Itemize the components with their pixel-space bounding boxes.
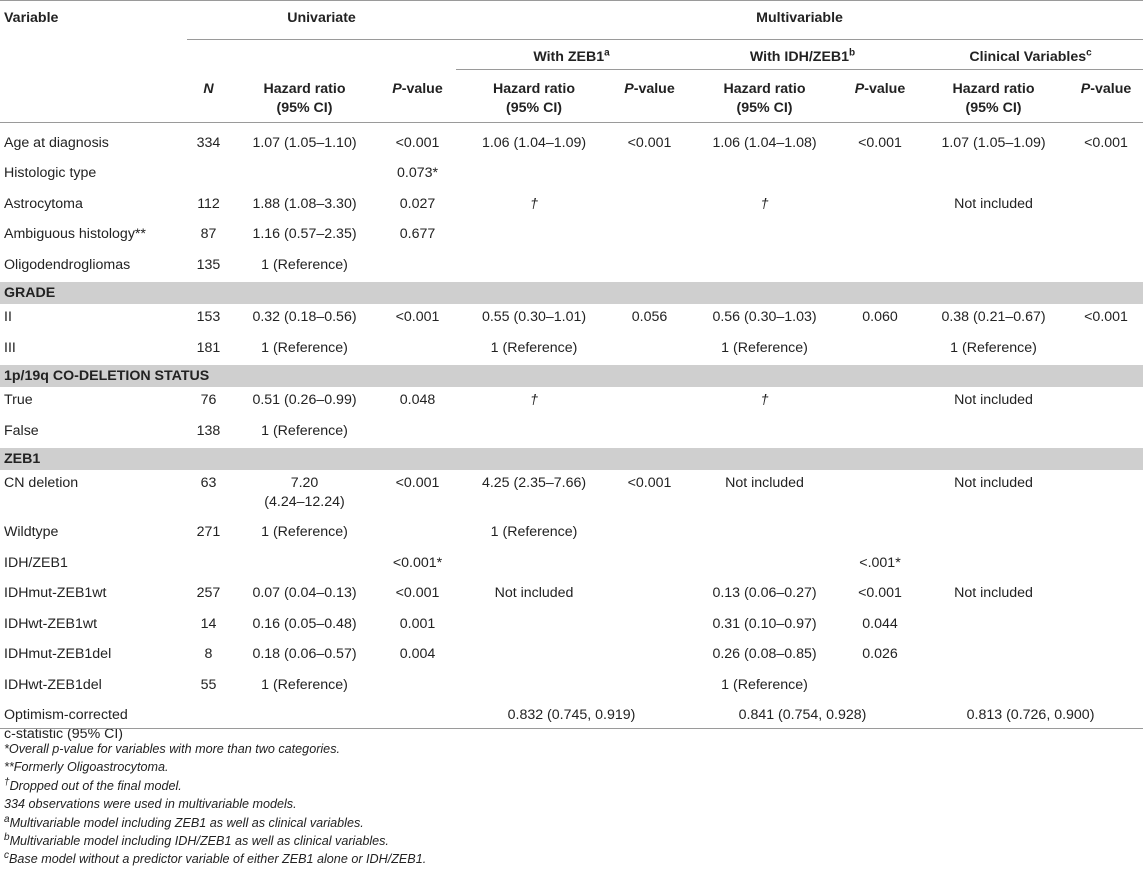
univariate-p-cell: <0.001: [395, 309, 440, 325]
zeb1-p-cell: [612, 221, 687, 252]
variable-cell: III: [4, 339, 16, 356]
n-cell: 334: [196, 134, 221, 151]
zeb1-p-cell: <0.001: [627, 475, 672, 491]
clinical-p-header: [1069, 70, 1143, 123]
n-cell: 181: [196, 339, 221, 356]
n-cell: 271: [196, 524, 221, 540]
idh-zeb1-hr-cell: [687, 519, 842, 550]
idh-zeb1-hr-cell: [687, 550, 842, 581]
idh-zeb1-p-cell: 0.044: [862, 615, 898, 632]
idh-zeb1-hr-cell: [687, 221, 842, 252]
univariate-hr-cell: 0.32 (0.18–0.56): [252, 309, 357, 325]
idh-zeb1-hr-cell: 0.13 (0.06–0.27): [712, 585, 817, 601]
n-cell: 135: [196, 256, 221, 273]
zeb1-hr-header: [456, 70, 612, 123]
zeb1-hr-cell: Not included: [494, 585, 574, 601]
section-header-row: [0, 282, 1143, 304]
univariate-p-cell: 0.001: [399, 615, 436, 632]
clinical-hr-cell: [918, 252, 1069, 283]
univariate-hr-line1: 7.20: [290, 475, 319, 491]
with-zeb1-header-footnote-mark: a: [604, 46, 610, 58]
clinical-hr-cell: Not included: [954, 195, 1033, 212]
table-row: [0, 221, 1143, 252]
table-row: [0, 160, 1143, 191]
idh-zeb1-p-header: [842, 70, 918, 123]
table-row: [0, 641, 1143, 672]
footnote-symbol: c: [4, 850, 9, 862]
zeb1-p-header-p: P: [624, 81, 634, 97]
zeb1-p-cell: [612, 519, 687, 550]
variable-cell: IDHwt-ZEB1del: [4, 676, 102, 693]
clinical-hr-cell: 1.07 (1.05–1.09): [941, 134, 1046, 151]
table-row: [0, 418, 1143, 449]
n-cell: 138: [196, 422, 221, 439]
footnote: [4, 795, 426, 813]
variable-cell: True: [4, 392, 33, 408]
idh-zeb1-hr-cell: [687, 418, 842, 449]
univariate-hr-header: [230, 70, 379, 123]
footnote-text: Multivariable model including ZEB1 as well as clinical variables.: [9, 815, 364, 830]
idh-zeb1-p-cell: 0.026: [862, 646, 898, 662]
with-idh-zeb1-header-label: With IDH/ZEB1: [749, 48, 850, 65]
univariate-hr-cell: 0.07 (0.04–0.13): [252, 585, 357, 601]
clinical-hr-cell: [918, 611, 1069, 642]
zeb1-hr-cell: [456, 672, 612, 703]
variable-cell: II: [4, 309, 12, 325]
zeb1-hr-cell: [456, 550, 612, 581]
clinical-p-header-p: P: [1080, 81, 1091, 97]
univariate-hr-cell: 1.88 (1.08–3.30): [252, 195, 357, 212]
clinical-hr-cell: [918, 418, 1069, 449]
n-cell: 76: [200, 392, 217, 408]
table-row: [0, 191, 1143, 222]
clinical-p-cell: [1069, 580, 1143, 611]
univariate-p-header-p: P: [392, 80, 402, 97]
footnote: [4, 740, 426, 758]
footnote-text: Multivariable model including IDH/ZEB1 as well as clinical variables.: [9, 834, 389, 849]
clinical-hr-cell: 0.38 (0.21–0.67): [941, 309, 1046, 325]
section-header-row: [0, 365, 1143, 387]
idh-zeb1-p-cell: [842, 418, 918, 449]
zeb1-hr-cell: [456, 221, 612, 252]
univariate-p-cell: <0.001: [395, 475, 440, 491]
idh-zeb1-p-cell: [842, 221, 918, 252]
with-zeb1-header-label: With ZEB1: [533, 48, 605, 65]
zeb1-p-cell: [612, 160, 687, 191]
zeb1-p-header: [612, 70, 687, 123]
table-row: [0, 470, 1143, 519]
clinical-hr-cell: [918, 160, 1069, 191]
n-cell: 257: [196, 585, 221, 601]
univariate-hr-cell: [230, 160, 379, 191]
clinical-p-cell: [1069, 418, 1143, 449]
zeb1-hr-cell: [456, 252, 612, 283]
variable-cell: CN deletion: [4, 475, 79, 491]
zeb1-hr-cell: [456, 611, 612, 642]
table-row: [0, 387, 1143, 418]
footnote-text: Base model without a predictor variable of either ZEB1 alone or IDH/ZEB1.: [9, 852, 427, 867]
idh-zeb1-p-cell: [842, 387, 918, 418]
table-row: [0, 550, 1143, 581]
zeb1-p-header-rest: -value: [633, 81, 675, 97]
clinical-p-cell: [1069, 191, 1143, 222]
footnotes: [4, 740, 426, 869]
idh-zeb1-hr-header-line2: (95% CI): [736, 100, 793, 116]
idh-zeb1-hr-cell: 1 (Reference): [721, 339, 808, 356]
variable-cell: IDHmut-ZEB1del: [4, 646, 112, 662]
univariate-hr-cell: 1 (Reference): [261, 676, 348, 693]
table-row: [0, 252, 1143, 283]
idh-zeb1-hr-cell: †: [760, 392, 769, 408]
zeb1-hr-cell: [456, 641, 612, 672]
with-idh-zeb1-header-footnote-mark: b: [849, 46, 856, 58]
zeb1-hr-header-line2: (95% CI): [506, 100, 562, 116]
idh-zeb1-hr-cell: 0.56 (0.30–1.03): [712, 309, 817, 325]
clinical-p-cell: [1069, 252, 1143, 283]
c-statistic-label-line1: Optimism-corrected: [4, 707, 128, 723]
zeb1-hr-cell: [456, 418, 612, 449]
header-row-variable: [0, 1, 1143, 40]
idh-zeb1-p-cell: [842, 470, 918, 519]
n-cell: 153: [196, 309, 221, 325]
clinical-hr-cell: [918, 519, 1069, 550]
footnote-symbol: †: [4, 776, 10, 788]
univariate-hr-cell: 0.18 (0.06–0.57): [252, 646, 357, 662]
n-cell: 63: [200, 475, 217, 491]
footnote-text: *Overall p-value for variables with more than two categories.: [4, 742, 340, 756]
footnote: [4, 777, 426, 795]
univariate-p-cell: 0.027: [399, 195, 436, 212]
clinical-hr-cell: [918, 672, 1069, 703]
idh-zeb1-hr-cell: 1 (Reference): [721, 676, 808, 693]
table-row: [0, 130, 1143, 161]
idh-zeb1-p-cell: <.001*: [859, 554, 901, 571]
clinical-variables-header: [918, 40, 1143, 70]
n-cell: 8: [204, 646, 213, 662]
univariate-hr-cell: 0.51 (0.26–0.99): [252, 392, 357, 408]
with-zeb1-header: [456, 40, 687, 70]
zeb1-p-cell: [612, 611, 687, 642]
zeb1-hr-cell: 1 (Reference): [490, 524, 578, 540]
variable-cell: False: [4, 422, 39, 439]
univariate-hr-cell: 1 (Reference): [261, 256, 348, 273]
clinical-hr-header: [918, 70, 1069, 123]
idh-zeb1-p-header-p: P: [854, 81, 865, 97]
univariate-hr-cell: 1 (Reference): [261, 524, 348, 540]
clinical-p-cell: [1069, 335, 1143, 366]
variable-header: Variable: [0, 1, 187, 40]
univariate-hr-cell: [230, 550, 379, 581]
with-idh-zeb1-header: [687, 40, 918, 70]
idh-zeb1-hr-header: [687, 70, 842, 123]
zeb1-p-cell: [612, 387, 687, 418]
footnote: [4, 814, 426, 832]
section-header-row: [0, 448, 1143, 470]
variable-cell: Astrocytoma: [4, 195, 83, 212]
clinical-p-header-rest: -value: [1090, 81, 1132, 97]
variable-cell: Wildtype: [4, 524, 59, 540]
zeb1-hr-cell: 1.06 (1.04–1.09): [481, 134, 587, 151]
footnote-text: **Formerly Oligoastrocytoma.: [4, 760, 169, 775]
idh-zeb1-hr-cell: [687, 160, 842, 191]
zeb1-p-cell: <0.001: [627, 134, 672, 151]
idh-zeb1-p-cell: [842, 191, 918, 222]
table-row: [0, 304, 1143, 335]
table-row: [0, 580, 1143, 611]
n-cell: 112: [197, 195, 220, 212]
zeb1-p-cell: [612, 418, 687, 449]
idh-zeb1-p-cell: [842, 160, 918, 191]
zeb1-p-cell: [612, 191, 687, 222]
clinical-p-cell: <0.001: [1084, 309, 1128, 325]
univariate-p-cell: 0.677: [399, 226, 436, 242]
footnote-symbol: a: [4, 813, 10, 825]
clinical-p-cell: [1069, 519, 1143, 550]
clinical-hr-cell: Not included: [954, 392, 1033, 408]
footnote-text: 334 observations were used in multivariable models.: [4, 797, 297, 812]
univariate-p-cell: 0.073*: [396, 165, 439, 181]
zeb1-hr-cell: 0.55 (0.30–1.01): [481, 309, 587, 325]
clinical-p-cell: [1069, 387, 1143, 418]
n-cell: 87: [200, 226, 217, 242]
section-label: GRADE: [0, 282, 1143, 304]
clinical-hr-cell: Not included: [954, 585, 1033, 601]
idh-zeb1-p-cell: [842, 335, 918, 366]
univariate-p-header: [379, 70, 456, 123]
zeb1-p-cell: [612, 335, 687, 366]
univariate-p-cell: [379, 418, 456, 449]
variable-cell: Oligodendrogliomas: [4, 256, 131, 273]
zeb1-p-cell: [612, 550, 687, 581]
section-label: 1p/19q CO-DELETION STATUS: [0, 365, 1143, 387]
table-row: [0, 335, 1143, 366]
table-row: [0, 672, 1143, 703]
variable-cell: Ambiguous histology**: [4, 226, 146, 242]
header-row-columns: [0, 70, 1143, 123]
idh-zeb1-p-cell: 0.060: [862, 309, 898, 325]
clinical-p-cell: [1069, 641, 1143, 672]
idh-zeb1-p-header-rest: -value: [864, 81, 906, 97]
footnote-text: Dropped out of the final model.: [9, 778, 182, 793]
univariate-p-cell: 0.004: [399, 646, 436, 662]
clinical-hr-header-line2: (95% CI): [965, 100, 1022, 116]
n-cell: 55: [200, 676, 217, 693]
n-cell: [187, 550, 230, 581]
univariate-hr-cell: 1.16 (0.57–2.35): [252, 226, 357, 242]
zeb1-hr-cell: †: [530, 195, 538, 212]
univariate-hr-cell: 1 (Reference): [261, 339, 348, 356]
clinical-p-cell: <0.001: [1084, 134, 1128, 151]
univariate-hr-header-line1: Hazard ratio: [263, 80, 346, 97]
idh-zeb1-p-cell: [842, 252, 918, 283]
univariate-hr-header-line2: (95% CI): [276, 99, 333, 116]
table-bottom-rule: [0, 728, 1143, 729]
idh-zeb1-p-cell: [842, 672, 918, 703]
header-row-models: [0, 40, 1143, 70]
univariate-header: Univariate: [187, 1, 456, 40]
clinical-p-cell: [1069, 221, 1143, 252]
zeb1-p-cell: [612, 580, 687, 611]
variable-cell: IDH/ZEB1: [4, 554, 68, 571]
variable-cell: Age at diagnosis: [4, 134, 109, 151]
univariate-p-cell: 0.048: [399, 392, 436, 408]
univariate-hr-cell: 0.16 (0.05–0.48): [252, 615, 357, 632]
zeb1-hr-cell: †: [530, 392, 538, 408]
clinical-p-cell: [1069, 470, 1143, 519]
idh-zeb1-p-cell: [842, 519, 918, 550]
n-header: N: [187, 70, 230, 123]
zeb1-p-cell: [612, 252, 687, 283]
clinical-p-cell: [1069, 672, 1143, 703]
c-statistic-zeb1: 0.832 (0.745, 0.919): [507, 707, 636, 723]
univariate-p-cell: <0.001*: [392, 554, 443, 571]
footnote-symbol: b: [4, 831, 10, 843]
idh-zeb1-hr-cell: [687, 252, 842, 283]
idh-zeb1-hr-cell: †: [760, 195, 769, 212]
univariate-p-header-rest: -value: [401, 80, 443, 97]
zeb1-p-cell: [612, 672, 687, 703]
zeb1-hr-cell: 4.25 (2.35–7.66): [481, 475, 587, 491]
clinical-variables-header-label: Clinical Variables: [969, 48, 1087, 65]
table-row: [0, 519, 1143, 550]
c-statistic-clinical: 0.813 (0.726, 0.900): [966, 707, 1095, 723]
idh-zeb1-p-cell: <0.001: [858, 134, 902, 151]
univariate-hr-cell: 1 (Reference): [261, 422, 348, 439]
zeb1-p-cell: 0.056: [631, 309, 668, 325]
idh-zeb1-hr-cell: Not included: [725, 475, 804, 491]
idh-zeb1-p-cell: <0.001: [858, 585, 902, 601]
univariate-hr-cell: [230, 470, 379, 519]
idh-zeb1-hr-cell: 1.06 (1.04–1.08): [712, 134, 817, 151]
variable-cell: Histologic type: [4, 165, 97, 181]
idh-zeb1-hr-cell: 0.26 (0.08–0.85): [712, 646, 817, 662]
n-cell: 14: [200, 615, 217, 632]
clinical-hr-header-line1: Hazard ratio: [952, 81, 1035, 97]
univariate-p-cell: [379, 672, 456, 703]
footnote: [4, 758, 426, 776]
zeb1-p-cell: [612, 641, 687, 672]
univariate-p-cell: [379, 252, 456, 283]
clinical-hr-cell: [918, 221, 1069, 252]
clinical-hr-cell: [918, 641, 1069, 672]
univariate-p-cell: [379, 335, 456, 366]
footnote: [4, 850, 426, 868]
clinical-hr-cell: [918, 550, 1069, 581]
table-row: [0, 611, 1143, 642]
idh-zeb1-hr-header-line1: Hazard ratio: [723, 81, 806, 97]
univariate-hr-cell: 1.07 (1.05–1.10): [252, 134, 357, 151]
variable-cell: IDHmut-ZEB1wt: [4, 585, 107, 601]
zeb1-hr-cell: [456, 160, 612, 191]
clinical-variables-header-footnote-mark: c: [1086, 46, 1092, 58]
zeb1-hr-cell: 1 (Reference): [490, 339, 578, 356]
clinical-hr-cell: Not included: [954, 475, 1033, 491]
footnote: [4, 832, 426, 850]
c-statistic-idh-zeb1: 0.841 (0.754, 0.928): [738, 707, 867, 723]
section-label: ZEB1: [0, 448, 1143, 470]
clinical-p-cell: [1069, 611, 1143, 642]
c-statistic-label-line2: c-statistic (95% CI): [4, 726, 124, 742]
clinical-p-cell: [1069, 550, 1143, 581]
univariate-p-cell: [379, 519, 456, 550]
univariate-hr-line2: (4.24–12.24): [264, 494, 345, 510]
variable-cell: IDHwt-ZEB1wt: [4, 615, 98, 632]
clinical-p-cell: [1069, 160, 1143, 191]
univariate-p-cell: <0.001: [395, 585, 440, 601]
clinical-hr-cell: 1 (Reference): [950, 339, 1037, 356]
univariate-p-cell: <0.001: [395, 134, 440, 151]
multivariable-header: Multivariable: [456, 1, 1143, 40]
idh-zeb1-hr-cell: 0.31 (0.10–0.97): [712, 615, 817, 632]
n-cell: [187, 160, 230, 191]
zeb1-hr-header-line1: Hazard ratio: [493, 81, 576, 97]
